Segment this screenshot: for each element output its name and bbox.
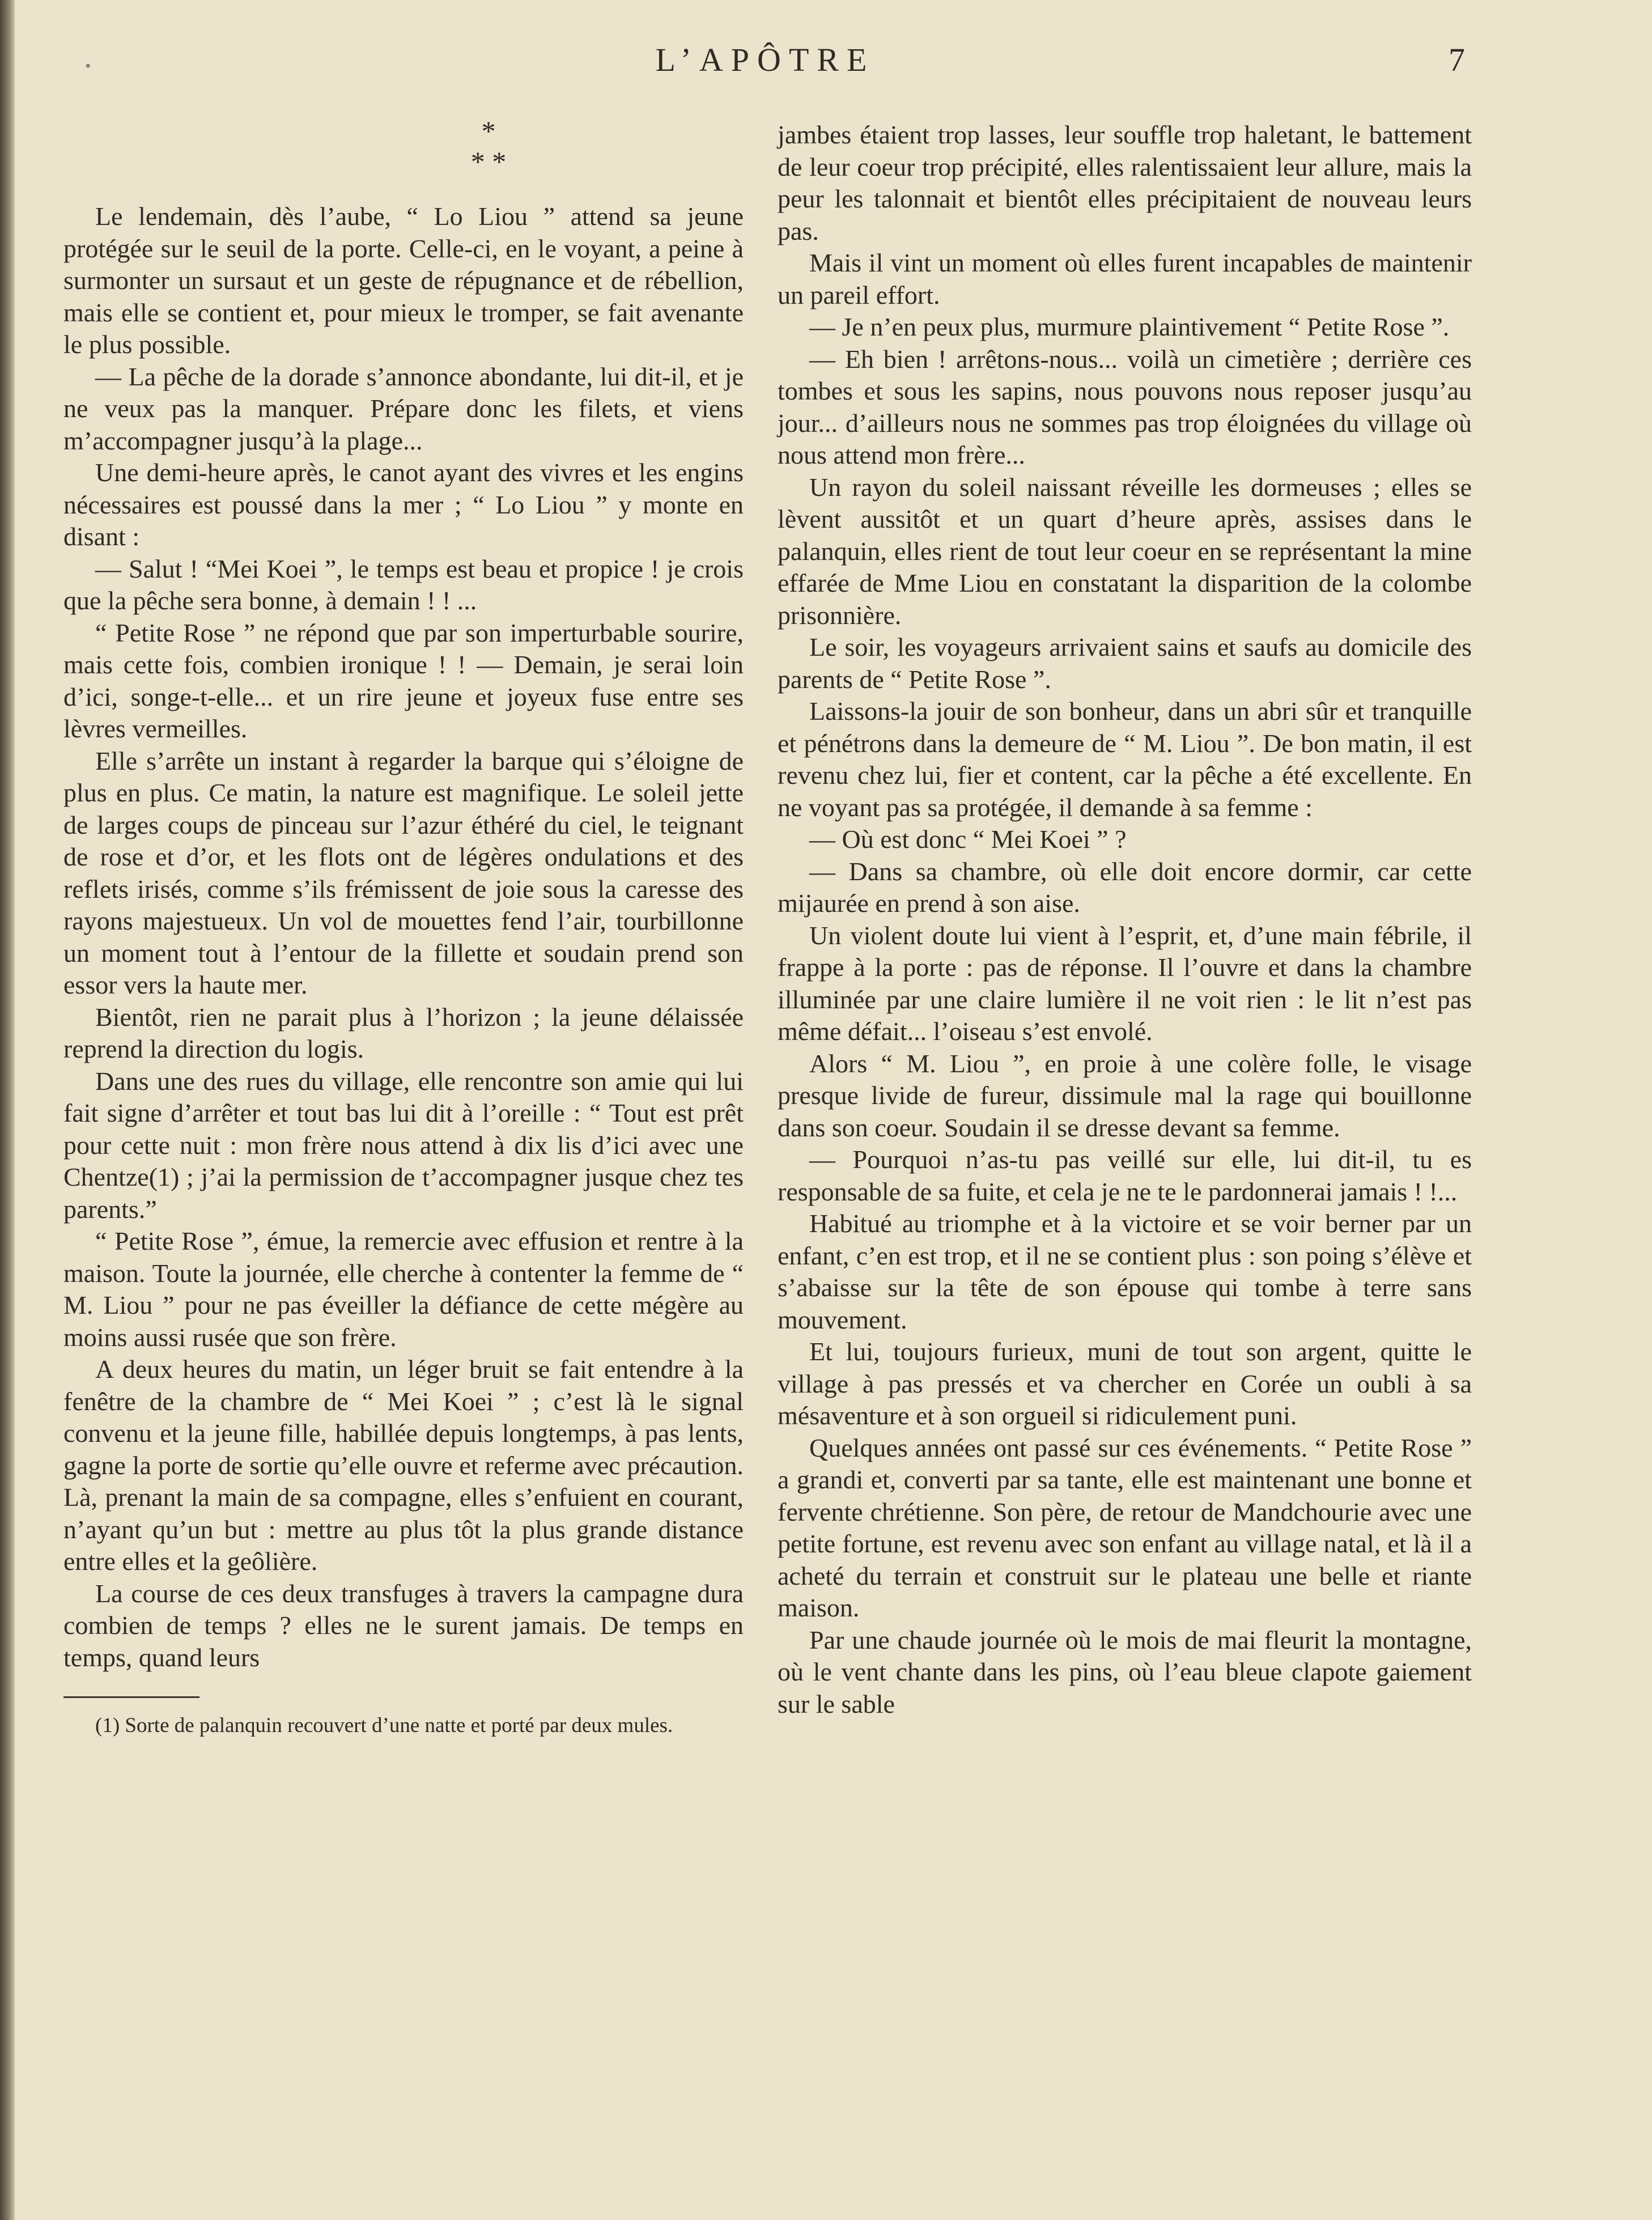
paragraph: Mais il vint un moment où elles furent incapables de maintenir un pareil effort. xyxy=(778,248,1472,309)
paragraph: Alors “ M. Liou ”, en proie à une colère folle, le visage presque livide de fureur, dissimule mal la rage qui bouillonne dans son coeur. Soudain il se dresse devant sa femme. xyxy=(778,1049,1472,1142)
paragraph: Un rayon du soleil naissant réveille les dormeuses ; elles se lèvent aussitôt et un quart d’heure après, assises dans le palanquin, elles rient de tout leur coeur en se représentant la mine effarée de Mme Liou en constatant la disparition de la colombe prisonnière. xyxy=(778,472,1472,630)
paragraph: Dans une des rues du village, elle rencontre son amie qui lui fait signe d’arrêter et tout bas lui dit à l’oreille : “ Tout est prêt pour cette nuit : mon frère nous attend à dix lis d’ici avec une Chentze(1) ; j’ai la permission de t’accompagner jusque chez tes parents.” xyxy=(63,1066,744,1224)
paragraph: “ Petite Rose ” ne répond que par son imperturbable sourire, mais cette fois, combien ironique ! ! — Demain, je serai loin d’ici, songe-t-elle... et un rire jeune et joyeux fuse entre ses lèvres vermeilles. xyxy=(63,618,744,743)
paragraph: Quelques années ont passé sur ces événements. “ Petite Rose ” a grandi et, converti par sa tante, elle est maintenant une bonne et fervente chrétienne. Son père, de retour de Mandchourie avec une petite fortune, est revenu avec son enfant au village natal, et là il a acheté du terrain et construit sur le plateau une belle et riante maison. xyxy=(778,1433,1472,1622)
paragraph: Un violent doute lui vient à l’esprit, et, d’une main fébrile, il frappe à la porte : pas de réponse. Il l’ouvre et dans la chambre illuminée par une claire lumière il ne voit rien : le lit n’est pas même défait... l’oiseau s’est envolé. xyxy=(778,920,1472,1046)
paragraph: — Eh bien ! arrêtons-nous... voilà un cimetière ; derrière ces tombes et sous les sapins, nous pouvons nous reposer jusqu’au jour... d’ailleurs nous ne sommes pas trop éloignées du village où nous attend mon frère... xyxy=(778,344,1472,469)
page-binding-edge xyxy=(0,0,15,2220)
paragraph: Elle s’arrête un instant à regarder la barque qui s’éloigne de plus en plus. Ce matin, la nature est magnifique. Le soleil jette de larges coups de pinceau sur l’azur éthéré du ciel, le teignant de rose et d’or, et les flots ont de légères ondulations et des reflets irisés, comme s’ils frémissent de joie sous la caresse des rayons majestueux. Un vol de mouettes fend l’air, tourbillonne un moment tout à l’entour de la fillette et soudain prend son essor vers la haute mer. xyxy=(63,746,744,999)
paragraph: Habitué au triomphe et à la victoire et se voir berner par un enfant, c’en est trop, et il ne se contient plus : son poing s’élève et s’abaisse sur la tête de son épouse qui tombe à terre sans mouvement. xyxy=(778,1209,1472,1334)
paragraph: Laissons-la jouir de son bonheur, dans un abri sûr et tranquille et pénétrons dans la demeure de “ M. Liou ”. De bon matin, il est revenu chez lui, fier et content, car la pêche a été excellente. En ne voyant pas sa protégée, il demande à sa femme : xyxy=(778,697,1472,822)
running-title: L’APÔTRE xyxy=(655,41,875,78)
right-column xyxy=(778,119,1472,1720)
asterism-top: * xyxy=(481,115,496,147)
paragraph: — Où est donc “ Mei Koei ” ? xyxy=(809,825,1127,854)
paragraph: — Dans sa chambre, où elle doit encore dormir, car cette mijaurée en prend à son aise. xyxy=(778,856,1472,918)
paragraph: Une demi-heure après, le canot ayant des vivres et les engins nécessaires est poussé dans la mer ; “ Lo Liou ” y monte en disant : xyxy=(63,458,744,551)
paragraph: Par une chaude journée où le mois de mai fleurit la montagne, où le vent chante dans les pins, où l’eau bleue clapote gaiement sur le sable xyxy=(778,1625,1472,1718)
paragraph: La course de ces deux transfuges à travers la campagne dura combien de temps ? elles ne le surent jamais. De temps en temps, quand leurs xyxy=(63,1578,744,1672)
section-asterism xyxy=(63,116,744,177)
paragraph: “ Petite Rose ”, émue, la remercie avec effusion et rentre à la maison. Toute la journée, elle cherche à contenter la femme de “ M. Liou ” pour ne pas éveiller la défiance de cette mégère au moins aussi rusée que son frère. xyxy=(63,1226,744,1352)
asterism-bottom: * * xyxy=(470,146,507,177)
paragraph: — Je n’en peux plus, murmure plaintivement “ Petite Rose ”. xyxy=(809,312,1450,341)
page-mark: • xyxy=(85,57,91,75)
paragraph: — Pourquoi n’as-tu pas veillé sur elle, lui dit-il, tu es responsable de sa fuite, et cela je ne te le pardonnerai jamais ! !... xyxy=(778,1145,1472,1206)
page-number: 7 xyxy=(1449,41,1465,78)
paragraph: jambes étaient trop lasses, leur souffle trop haletant, le battement de leur coeur trop précipité, elles ralentissaient leur allure, mais la peur les talonnait et bientôt elles précipitaient de nouveau leurs pas. xyxy=(778,120,1472,245)
paragraph: Le soir, les voyageurs arrivaient sains et saufs au domicile des parents de “ Petite Rose ”. xyxy=(778,633,1472,694)
paragraph: Le lendemain, dès l’aube, “ Lo Liou ” attend sa jeune protégée sur le seuil de la porte. Celle-ci, en le voyant, a peine à surmonter un sursaut et un geste de répugnance et de rébellion, mais elle se contient et, pour mieux le tromper, se fait avenante le plus possible. xyxy=(63,202,744,359)
paragraph: — Salut ! “Mei Koei ”, le temps est beau et propice ! je crois que la pêche sera bonne, à demain ! ! ... xyxy=(63,554,744,615)
footnote-rule xyxy=(63,1696,199,1698)
left-column xyxy=(63,116,744,1739)
paragraph: Bientôt, rien ne parait plus à l’horizon ; la jeune délaissée reprend la direction du logis. xyxy=(63,1002,744,1063)
paragraph: — La pêche de la dorade s’annonce abondante, lui dit-il, et je ne veux pas la manquer. Prépare donc les filets, et viens m’accompagner jusqu’à la plage... xyxy=(63,362,744,455)
paragraph: A deux heures du matin, un léger bruit se fait entendre à la fenêtre de la chambre de “ Mei Koei ” ; c’est là le signal convenu et la jeune fille, habillée depuis longtemps, à pas lents, gagne la porte de sortie qu’elle ouvre et referme avec précaution. Là, prenant la main de sa compagne, elles s’enfuient en courant, n’ayant qu’un but : mettre au plus tôt la plus grande distance entre elles et la geôlière. xyxy=(63,1355,744,1576)
footnote: (1) Sorte de palanquin recouvert d’une natte et porté par deux mules. xyxy=(95,1714,673,1737)
paragraph: Et lui, toujours furieux, muni de tout son argent, quitte le village à pas pressés et va chercher en Corée un oubli à sa mésaventure et à son orgueil si ridiculement puni. xyxy=(778,1337,1472,1430)
